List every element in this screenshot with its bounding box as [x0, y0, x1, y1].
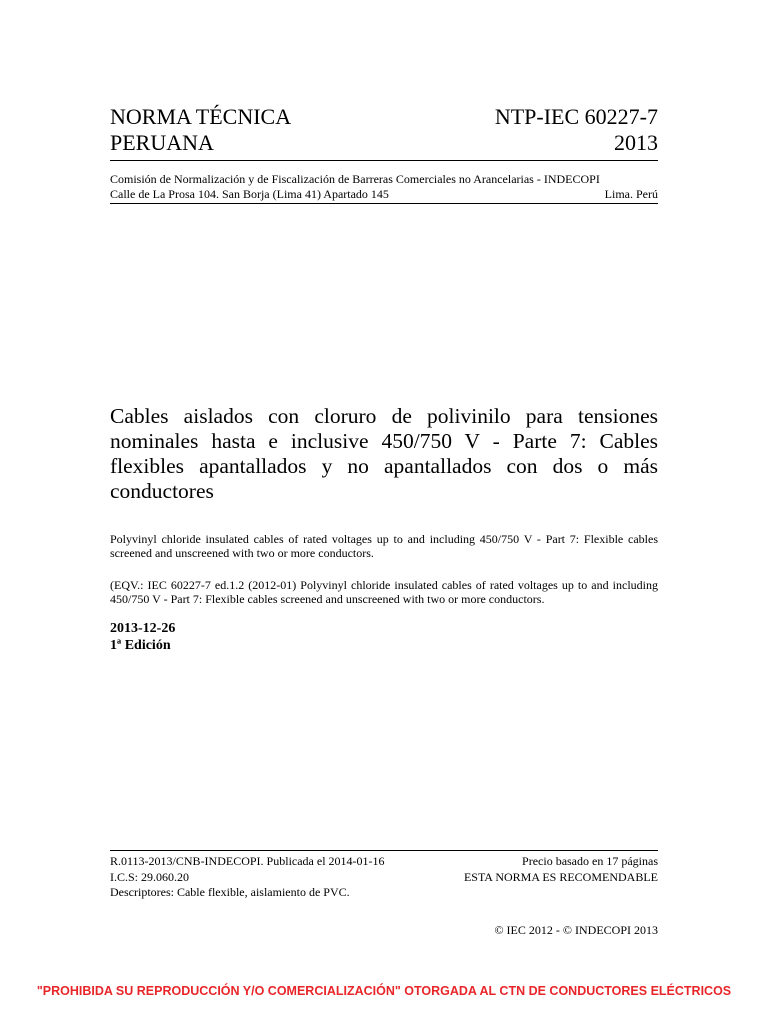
- descriptors: Descriptores: Cable flexible, aislamiento de PVC.: [110, 885, 350, 899]
- norm-year: 2013: [614, 130, 658, 155]
- commission-city: Lima. Perú: [604, 187, 658, 201]
- commission-address-row: [110, 187, 658, 201]
- resolution: R.0113-2013/CNB-INDECOPI. Publicada el 2014-01-16: [110, 854, 385, 868]
- commission-address: Calle de La Prosa 104. San Borja (Lima 41) Apartado 145: [110, 187, 389, 201]
- prohibition-banner: "PROHIBIDA SU REPRODUCCIÓN Y/O COMERCIALIZACIÓN" OTORGADA AL CTN DE CONDUCTORES ELÉCTRICOS: [36, 984, 732, 998]
- norm-code: NTP-IEC 60227-7: [494, 104, 658, 129]
- footer-rule: [110, 850, 658, 851]
- copyright: © IEC 2012 - © INDECOPI 2013: [494, 923, 658, 937]
- footer-row-1: [110, 854, 658, 868]
- header-rule: [110, 160, 658, 161]
- publication-date: 2013-12-26: [110, 621, 176, 636]
- footer-row-2: [110, 870, 658, 884]
- commission-rule: [110, 203, 658, 204]
- price-basis: Precio basado en 17 páginas: [522, 854, 658, 868]
- edition: 1ª Edición: [110, 638, 171, 653]
- recommendable-note: ESTA NORMA ES RECOMENDABLE: [463, 870, 658, 884]
- norm-title-line1: NORMA TÉCNICA: [110, 104, 292, 129]
- english-title: Polyvinyl chloride insulated cables of rated voltages up to and including 450/750 V - Part 7: Flexible cables screened and unscreened with two or more conductors.: [110, 532, 658, 560]
- header-row-2: [110, 130, 658, 156]
- document-title: Cables aislados con cloruro de polivinilo para tensiones nominales hasta e inclusive 450/750 V - Parte 7: Cables flexibles apantallados y no apantallados con dos o más conductores: [110, 404, 658, 503]
- equivalence-note: (EQV.: IEC 60227-7 ed.1.2 (2012-01) Polyvinyl chloride insulated cables of rated voltages up to and including 450/750 V - Part 7: Flexible cables screened and unscreened with two or more conductors.: [110, 578, 658, 606]
- commission-name: Comisión de Normalización y de Fiscalización de Barreras Comerciales no Arancelarias - INDECOPI: [110, 172, 600, 186]
- header-row-1: [110, 104, 658, 130]
- ics-code: I.C.S: 29.060.20: [110, 870, 190, 884]
- norm-title-line2: PERUANA: [110, 130, 214, 155]
